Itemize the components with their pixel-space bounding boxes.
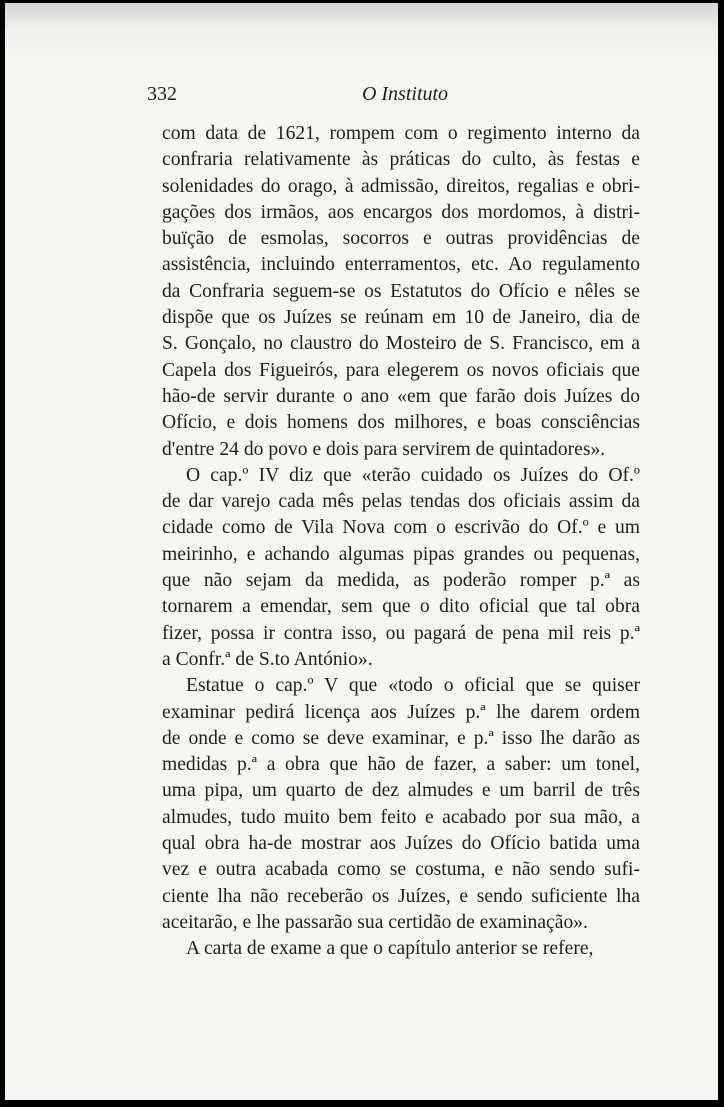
- text-line: dispõe que os Juízes se reúnam em 10 de Janeiro, dia de: [162, 307, 640, 329]
- text-line: medidas p.ª a obra que hão de fazer, a saber: um tonel,: [162, 754, 640, 776]
- text-line: de onde e como se deve examinar, e p.ª isso lhe darão as: [162, 727, 640, 749]
- text-line: gações dos irmãos, aos encargos dos mordomos, à distri-: [162, 201, 640, 223]
- text-line: buïção de esmolas, socorros e outras providências de: [162, 228, 640, 250]
- text-line: tornarem a emendar, sem que o dito oficial que tal obra: [162, 596, 640, 618]
- text-line: uma pipa, um quarto de dez almudes e um barril de três: [162, 780, 640, 802]
- paragraph: [162, 936, 640, 962]
- page-header: [5, 83, 718, 113]
- text-line: Capela dos Figueirós, para elegerem os novos oficiais que: [162, 359, 640, 381]
- text-line: confraria relativamente às práticas do culto, às festas e: [162, 149, 640, 171]
- text-line: qual obra ha-de mostrar aos Juízes do Ofício batida uma: [162, 833, 640, 855]
- scanned-page: [5, 3, 718, 1100]
- text-line: que não sejam da medida, as poderão romper p.ª as: [162, 570, 640, 592]
- text-line: fizer, possa ir contra isso, ou pagará de pena mil reis p.ª: [162, 622, 640, 644]
- scan-shadow: [5, 3, 718, 63]
- paragraph: [162, 463, 640, 673]
- text-line: O cap.º IV diz que «terão cuidado os Juízes do Of.º: [186, 464, 640, 486]
- text-line: da Confraria seguem-se os Estatutos do Ofício e nêles se: [162, 280, 640, 302]
- text-line: ciente lha não receberão os Juízes, e sendo suficiente lha: [162, 885, 640, 907]
- text-line: cidade como de Vila Nova com o escrivão do Of.º e um: [162, 517, 640, 539]
- text-line: meirinho, e achando algumas pipas grandes ou pequenas,: [162, 543, 640, 565]
- text-line: com data de 1621, rompem com o regimento interno da: [162, 123, 640, 144]
- text-line: A carta de exame a que o capítulo anterior se refere,: [186, 938, 594, 960]
- text-line: de dar varejo cada mês pelas tendas dos oficiais assim da: [162, 491, 640, 513]
- text-line: assistência, incluindo enterramentos, etc. Ao regulamento: [162, 254, 640, 276]
- text-line: solenidades do orago, à admissão, direitos, regalias e obri-: [162, 175, 640, 197]
- text-line: Ofício, e dois homens dos milhores, e boas consciências: [162, 412, 640, 434]
- text-line: examinar pedirá licença aos Juízes p.ª lhe darem ordem: [162, 701, 640, 723]
- text-line: hão-de servir durante o ano «em que farão dois Juízes do: [162, 385, 640, 407]
- running-title: O Instituto: [361, 83, 449, 105]
- text-line: almudes, tudo muito bem feito e acabado por sua mão, a: [162, 806, 640, 828]
- paragraph: [162, 673, 640, 936]
- text-line: a Confr.ª de S.to António».: [162, 648, 373, 670]
- text-line: vez e outra acabada como se costuma, e não sendo sufi-: [162, 859, 640, 881]
- body-text: [162, 121, 640, 963]
- page-number: 332: [147, 83, 177, 105]
- text-line: d'entre 24 do povo e dois para servirem de quintadores».: [162, 438, 606, 460]
- text-line: Estatue o cap.º V que «todo o oficial que se quiser: [186, 675, 640, 697]
- text-line: S. Gonçalo, no claustro do Mosteiro de S. Francisco, em a: [162, 333, 640, 355]
- paragraph: [162, 121, 640, 463]
- text-line: aceitarão, e lhe passarão sua certidão de examinação».: [162, 911, 588, 933]
